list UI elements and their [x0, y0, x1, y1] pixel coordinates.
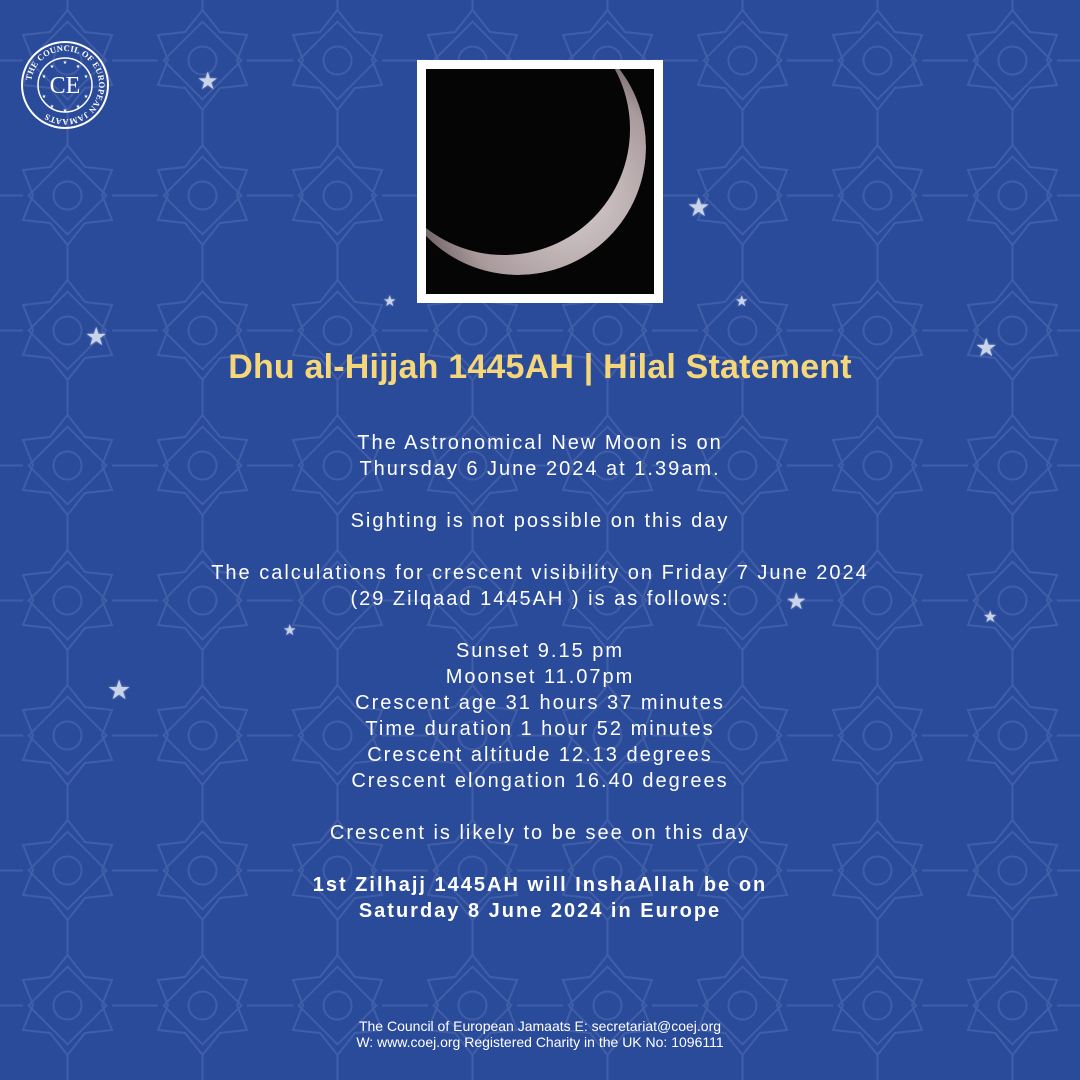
svg-text:★: ★ [62, 108, 68, 114]
hilal-statement [0, 430, 1080, 924]
crescent-moon-photo [417, 60, 663, 303]
calculation-intro-line-2: (29 Zilqaad 1445AH ) is as follows: [350, 588, 730, 610]
new-moon-line-1: The Astronomical New Moon is on [357, 432, 723, 454]
logo-ring-text: THE COUNCIL OF EUROPEAN JAMAATS [23, 42, 108, 128]
crescent-moon-icon [426, 69, 654, 294]
conclusion-line-1: 1st Zilhajj 1445AH will InshaAllah be on [312, 874, 768, 896]
footer-line-1: The Council of European Jamaats E: secretariat@coej.org [358, 1018, 722, 1034]
svg-text:★: ★ [49, 104, 55, 110]
star-icon: ★ [735, 293, 749, 310]
svg-text:★: ★ [75, 64, 81, 70]
star-icon: ★ [687, 192, 711, 222]
detail-crescent-altitude: Crescent altitude 12.13 degrees [367, 744, 713, 766]
detail-moonset: Moonset 11.07pm [445, 666, 635, 688]
svg-text:★: ★ [49, 64, 55, 70]
svg-text:★: ★ [41, 94, 47, 100]
svg-text:★: ★ [62, 60, 68, 66]
detail-sunset: Sunset 9.15 pm [455, 640, 625, 662]
star-icon: ★ [283, 622, 297, 639]
svg-text:★: ★ [41, 74, 47, 80]
star-icon: ★ [975, 334, 998, 362]
calculation-intro-line-1: The calculations for crescent visibility on Friday 7 June 2024 [211, 562, 869, 584]
council-logo [20, 40, 110, 130]
svg-text:★: ★ [75, 104, 81, 110]
svg-text:★: ★ [83, 74, 89, 80]
sighting-note: Sighting is not possible on this day [350, 510, 730, 532]
footer-line-2: W: www.coej.org Registered Charity in the UK No: 1096111 [356, 1034, 724, 1050]
conclusion-line-2: Saturday 8 June 2024 in Europe [358, 900, 722, 922]
star-icon: ★ [983, 609, 998, 626]
detail-crescent-elongation: Crescent elongation 16.40 degrees [351, 770, 729, 792]
page-title: Dhu al-Hijjah 1445AH | Hilal Statement [228, 348, 852, 386]
logo-monogram: CE [49, 73, 81, 99]
star-icon: ★ [85, 323, 108, 351]
detail-time-duration: Time duration 1 hour 52 minutes [365, 718, 715, 740]
svg-text:★: ★ [83, 94, 89, 100]
detail-crescent-age: Crescent age 31 hours 37 minutes [355, 692, 725, 714]
likely-sighting-note: Crescent is likely to be see on this day [329, 822, 751, 844]
new-moon-line-2: Thursday 6 June 2024 at 1.39am. [359, 458, 721, 480]
footer-contact [0, 1018, 1080, 1050]
star-icon: ★ [197, 68, 219, 95]
star-icon: ★ [383, 293, 397, 310]
star-icon: ★ [107, 675, 132, 705]
star-icon: ★ [786, 588, 807, 614]
